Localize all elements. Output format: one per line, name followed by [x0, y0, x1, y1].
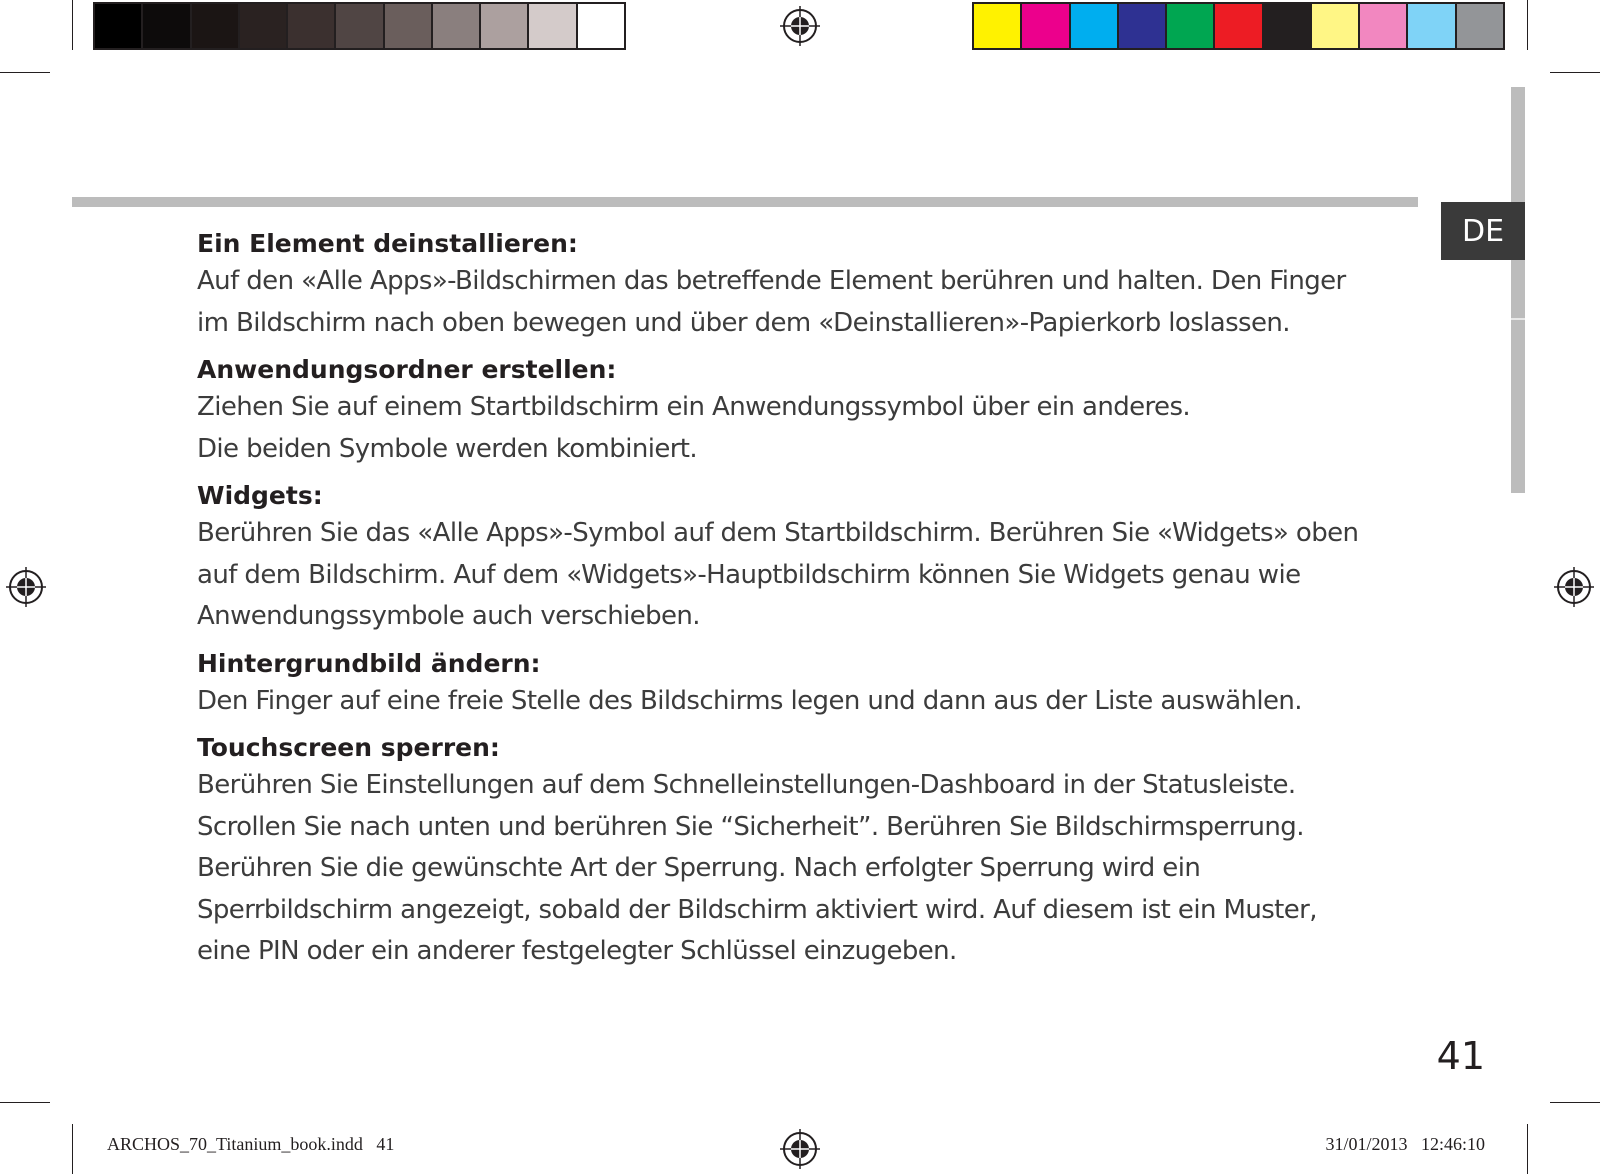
section-text-line: im Bildschirm nach oben bewegen und über dem «Deinstallieren»-Papierkorb loslassen.	[197, 307, 1290, 338]
grayscale-swatch	[433, 4, 481, 48]
side-thumb-rule	[1511, 87, 1525, 493]
section-heading: Touchscreen sperren:	[197, 733, 500, 762]
process-color-swatch	[1360, 4, 1408, 48]
process-color-swatch	[1457, 4, 1503, 48]
section-heading: Widgets:	[197, 481, 323, 510]
registration-mark-icon	[780, 6, 820, 46]
manual-section	[197, 646, 1417, 723]
crop-mark-top-left-h	[0, 72, 50, 73]
section-text-line: Ziehen Sie auf einem Startbildschirm ein Anwendungssymbol über ein anderes.	[197, 392, 1191, 422]
process-color-bar	[972, 2, 1505, 50]
section-text-line: Auf den «Alle Apps»-Bildschirmen das betreffende Element berühren und halten. Den Finger	[197, 266, 1346, 296]
registration-mark-icon	[1554, 567, 1594, 607]
registration-mark-icon	[6, 567, 46, 607]
section-text-line: Scrollen Sie nach unten und berühren Sie “Sicherheit”. Berühren Sie Bildschirmsperrung.	[197, 811, 1304, 842]
slug-date-info: 31/01/2013 12:46:10	[1325, 1134, 1485, 1154]
grayscale-swatch	[288, 4, 336, 48]
grayscale-swatch	[192, 4, 240, 48]
section-heading: Anwendungsordner erstellen:	[197, 355, 617, 384]
process-color-swatch	[1215, 4, 1263, 48]
section-text-line: Den Finger auf eine freie Stelle des Bildschirms legen und dann aus der Liste auswählen.	[197, 685, 1302, 716]
process-color-swatch	[1022, 4, 1070, 48]
crop-mark-bottom-left-v	[72, 1124, 73, 1174]
slug-file-info: ARCHOS_70_Titanium_book.indd 41	[107, 1134, 395, 1154]
section-text-line: Sperrbildschirm angezeigt, sobald der Bildschirm aktiviert wird. Auf diesem ist ein Muster,	[197, 894, 1317, 925]
manual-section	[197, 226, 1417, 344]
process-color-swatch	[1264, 4, 1312, 48]
process-color-swatch	[1312, 4, 1360, 48]
section-text-line: Berühren Sie Einstellungen auf dem Schnelleinstellungen-Dashboard in der Statusleiste.	[197, 770, 1296, 800]
manual-section	[197, 730, 1417, 973]
section-text-line: Berühren Sie das «Alle Apps»-Symbol auf dem Startbildschirm. Berühren Sie «Widgets» oben	[197, 518, 1359, 548]
grayscale-swatch	[481, 4, 529, 48]
grayscale-swatch	[385, 4, 433, 48]
side-thumb-divider	[1511, 318, 1525, 320]
page-number: 41	[1436, 1034, 1485, 1078]
grayscale-swatch	[240, 4, 288, 48]
grayscale-swatch	[336, 4, 384, 48]
crop-mark-top-right-h	[1550, 72, 1600, 73]
grayscale-color-bar	[93, 2, 626, 50]
language-tab: DE	[1441, 202, 1525, 260]
section-text-line: Anwendungssymbole auch verschieben.	[197, 601, 700, 631]
crop-mark-bottom-right-h	[1550, 1102, 1600, 1103]
manual-section	[197, 352, 1417, 470]
section-text-line: auf dem Bildschirm. Auf dem «Widgets»-Hauptbildschirm können Sie Widgets genau wie	[197, 559, 1301, 590]
section-text-line: eine PIN oder ein anderer festgelegter Schlüssel einzugeben.	[197, 936, 957, 966]
section-heading: Ein Element deinstallieren:	[197, 229, 578, 258]
section-text-line: Berühren Sie die gewünschte Art der Sperrung. Nach erfolgter Sperrung wird ein	[197, 853, 1201, 883]
grayscale-swatch	[143, 4, 191, 48]
crop-mark-top-right-v	[1527, 0, 1528, 50]
process-color-swatch	[974, 4, 1022, 48]
process-color-swatch	[1071, 4, 1119, 48]
grayscale-swatch	[578, 4, 624, 48]
crop-mark-bottom-right-v	[1527, 1124, 1528, 1174]
registration-mark-icon	[780, 1129, 820, 1169]
process-color-swatch	[1167, 4, 1215, 48]
section-text-line: Die beiden Symbole werden kombiniert.	[197, 433, 698, 464]
grayscale-swatch	[529, 4, 577, 48]
process-color-swatch	[1408, 4, 1456, 48]
crop-mark-bottom-left-h	[0, 1102, 50, 1103]
grayscale-swatch	[95, 4, 143, 48]
crop-mark-top-left-v	[72, 0, 73, 50]
process-color-swatch	[1119, 4, 1167, 48]
manual-content	[197, 226, 1417, 981]
section-heading: Hintergrundbild ändern:	[197, 648, 541, 678]
header-rule	[72, 197, 1418, 207]
manual-section	[197, 478, 1417, 638]
